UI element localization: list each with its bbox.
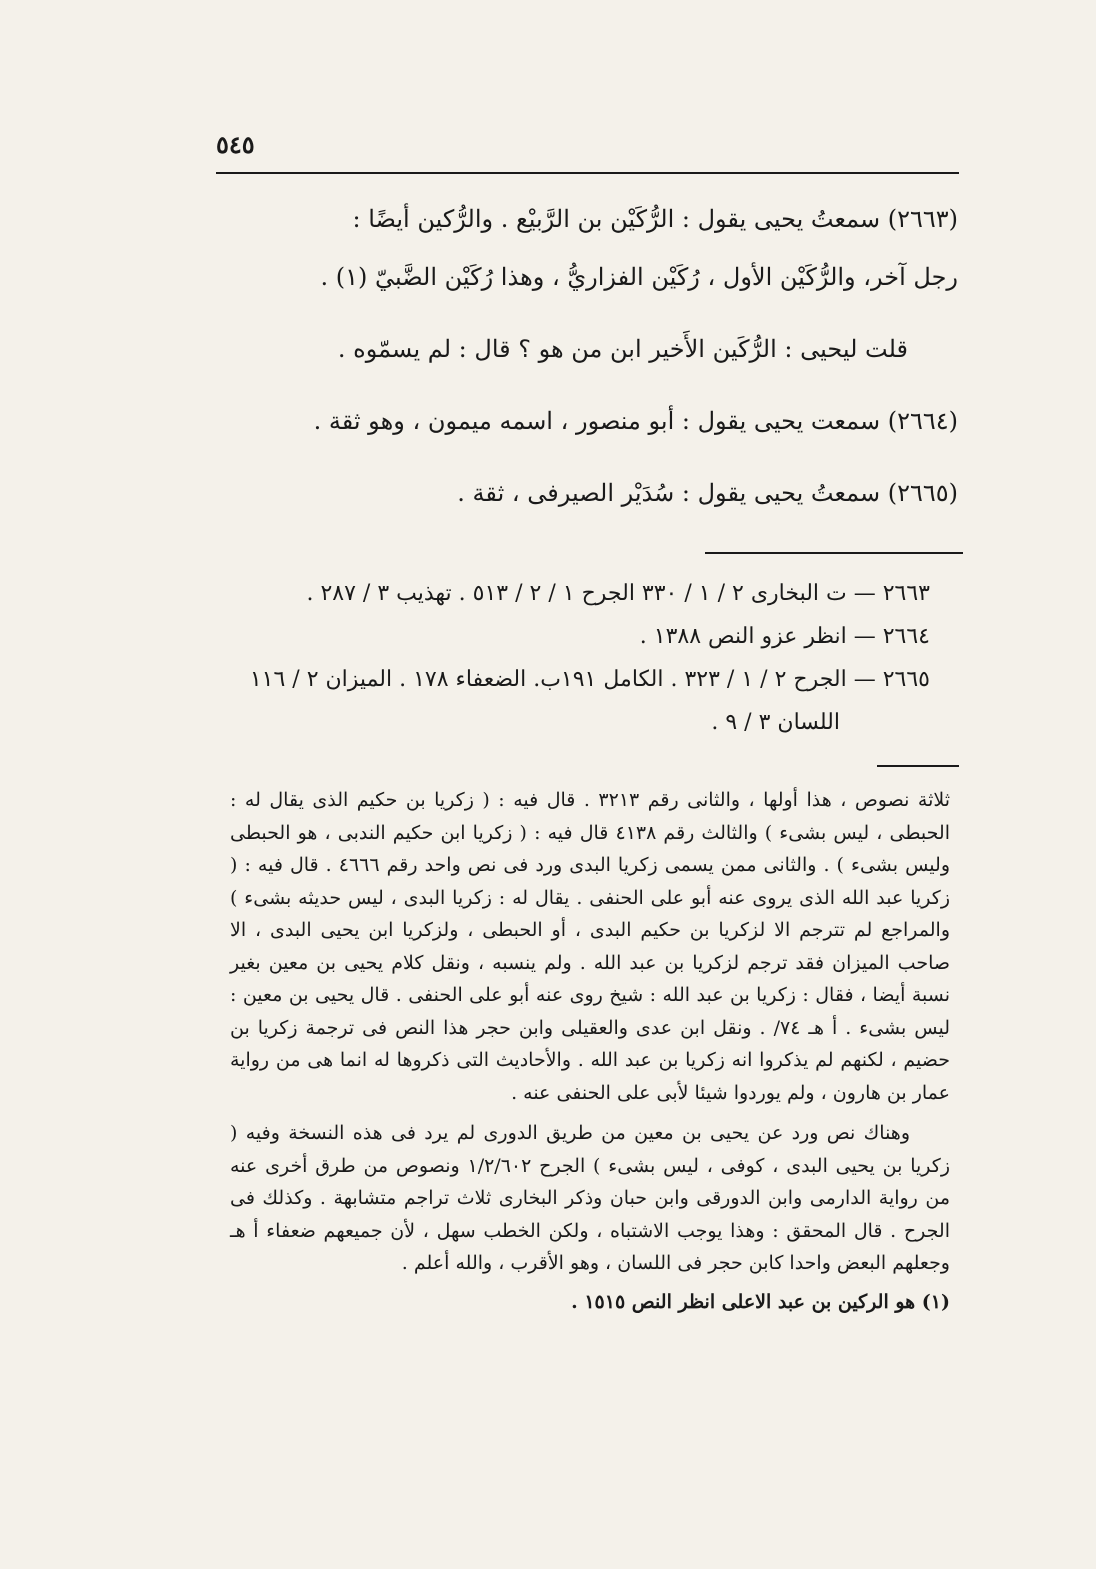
commentary-rule [877,765,959,767]
entry-line: رجل آخر، والرُّكَيْن الأول ، رُكَيْن الفزاريُّ ، وهذا رُكَيْن الضَّبيّ (١) . [320,263,958,291]
reference-line: ٢٦٦٣ — ت البخارى ٢ / ١ / ٣٣٠ الجرح ١ / ٢ / ٥١٣ . تهذيب ٣ / ٢٨٧ . [306,581,930,606]
commentary [230,784,950,1318]
header-rule [216,172,959,174]
commentary-paragraph: ثلاثة نصوص ، هذا أولها ، والثانى رقم ٣٢١٣ . قال فيه : ( زكريا بن حكيم الذى يقال له : الحبطى ، ليس بشىء ) والثالث رقم ٤١٣٨ قال فيه : ( زكريا ابن حكيم الندبى ، هو الحبطى وليس بشىء ) . والثانى ممن يسمى زكريا البدى ورد فى نص واحد رقم ٤٦٦٦ . قال فيه : ( زكريا عبد الله الذى يروى عنه أبو على الحنفى . يقال له : زكريا البدى ، ليس حديثه بشىء ) والمراجع لم تترجم الا لزكريا بن حكيم البدى ، أو الحبطى ، ولزكريا ابن يحيى البدى ، الا صاحب الميزان فقد ترجم لزكريا بن عبد الله . ولم ينسبه ، ونقل كلام يحيى بن معين بغير نسبة أيضا ، فقال : زكريا بن عبد الله : شيخ روى عنه أبو على الحنفى . قال يحيى بن معين : ليس بشىء . أ هـ ٧٤/ . ونقل ابن عدى والعقيلى وابن حجر هذا النص فى ترجمة زكريا بن حضيم ، لكنهم لم يذكروا انه زكريا بن عبد الله . والأحاديث التى ذكروها له انما هى من رواية عمار بن هارون ، ولم يوردوا شيئا لأبى على الحنفى عنه . [230,789,951,1104]
entry-2664 [218,392,958,450]
reference-line: ٢٦٦٤ — انظر عزو النص ١٣٨٨ . [639,624,930,649]
reference-line: اللسان ٣ / ٩ . [711,710,840,735]
entry-line: (٢٦٦٣) سمعتُ يحيى يقول : الرُّكَيْن بن الرَّبيْع . والرُّكين أيضًا : [352,205,958,233]
references [240,572,930,744]
entry-line: (٢٦٦٥) سمعتُ يحيى يقول : سُدَيْر الصيرفى ، ثقة . [457,479,958,507]
entry-line: قلت ليحيى : الرُّكَين الأَخير ابن من هو ؟ قال : لم يسمّوه . [337,335,908,363]
page-number: ٥٤٥ [216,130,255,159]
main-text [218,190,958,522]
reference-line: ٢٦٦٥ — الجرح ٢ / ١ / ٣٢٣ . الكامل ١٩١ب. الضعفاء ١٧٨ . الميزان ٢ / ١١٦ [249,667,930,692]
commentary-paragraph: وهناك نص ورد عن يحيى بن معين من طريق الدورى لم يرد فى هذه النسخة وفيه ( زكريا بن يحيى البدى ، كوفى ، ليس بشىء ) الجرح ١/٢/٦٠٢ ونصوص من طرق أخرى عنه من رواية الدارمى وابن الدورقى وابن حبان وذكر البخارى ثلاث تراجم متشابهة . وكذلك فى الجرح . قال المحقق : وهذا يوجب الاشتباه ، ولكن الخطب سهل ، لأن جميعهم ضعفاء أ هـ وجعلهم البعض واحدا كابن حجر فى اللسان ، وهو الأقرب ، والله أعلم . [230,1122,950,1274]
entry-line: (٢٦٦٤) سمعت يحيى يقول : أبو منصور ، اسمه ميمون ، وهو ثقة . [313,407,958,435]
footnote: (١) هو الركين بن عبد الاعلى انظر النص ١٥١٥ . [571,1290,950,1313]
entry-2663 [218,190,958,306]
references-rule [705,552,963,554]
entry-2665 [218,464,958,522]
entry-2663-question [218,320,958,378]
